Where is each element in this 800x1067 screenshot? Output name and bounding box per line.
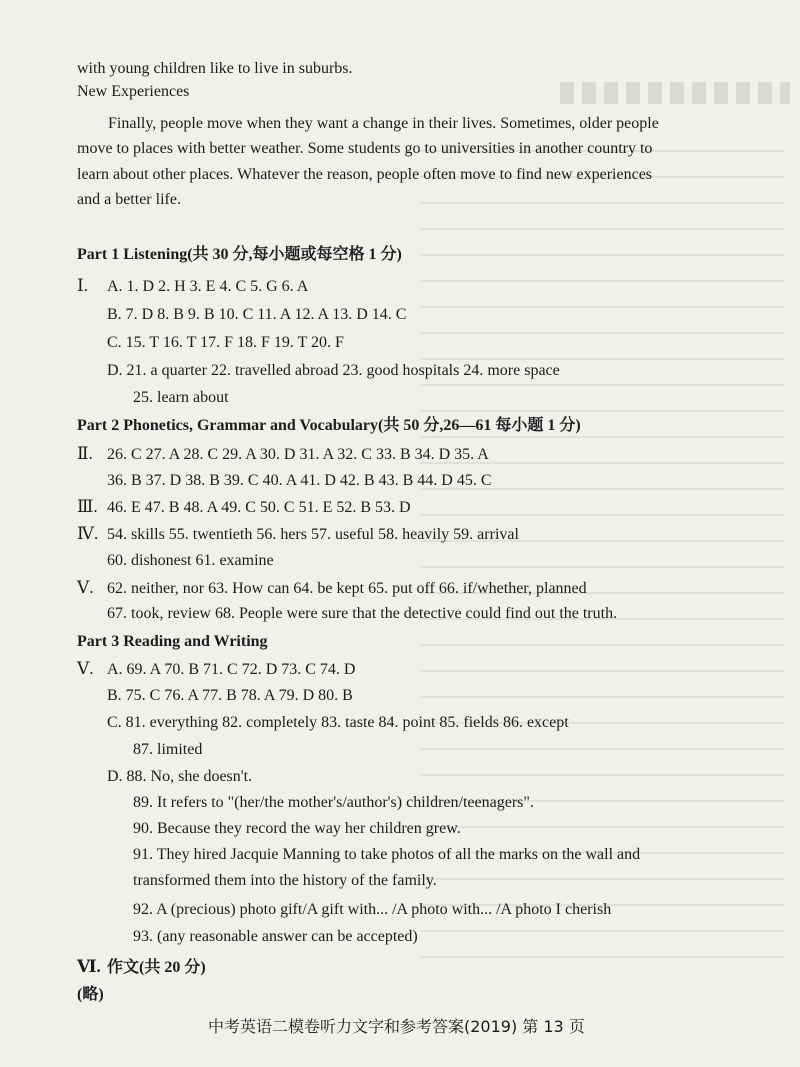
answers-text: A. 69. A 70. B 71. C 72. D 73. C 74. D <box>107 661 356 678</box>
section-I-D-cont: 25. learn about <box>133 389 229 406</box>
section-IV-1 <box>77 524 519 545</box>
roman-numeral: Ⅳ. <box>77 524 99 543</box>
roman-numeral: Ⅵ. <box>77 957 101 976</box>
section-III <box>77 497 411 518</box>
section-V-A <box>77 659 355 680</box>
section-IV-2: 60. dishonest 61. examine <box>107 552 274 569</box>
section-II-1 <box>77 444 489 465</box>
section-V-2: 67. took, review 68. People were sure that the detective could find out the truth. <box>107 605 618 622</box>
question-90: 90. Because they record the way her children grew. <box>133 820 461 837</box>
part1-title: Part 1 Listening(共 30 分,每小题或每空格 1 分) <box>77 246 402 263</box>
question-92: 92. A (precious) photo gift/A gift with... /A photo with... /A photo I cherish <box>133 901 612 918</box>
passage-line-3: move to places with better weather. Some students go to universities in another country to <box>77 140 653 157</box>
part6-note: (略) <box>77 986 104 1003</box>
section-V-D: D. 88. No, she doesn't. <box>107 768 253 785</box>
section-I-B: B. 7. D 8. B 9. B 10. C 11. A 12. A 13. D 14. C <box>107 306 407 323</box>
question-91: 91. They hired Jacquie Manning to take photos of all the marks on the wall and <box>133 846 641 863</box>
passage-line-5: and a better life. <box>77 191 181 208</box>
passage-heading: New Experiences <box>77 83 190 100</box>
section-I-C: C. 15. T 16. T 17. F 18. F 19. T 20. F <box>107 334 344 351</box>
question-93: 93. (any reasonable answer can be accepted) <box>133 928 418 945</box>
part2-title: Part 2 Phonetics, Grammar and Vocabulary(共 50 分,26—61 每小题 1 分) <box>77 417 581 434</box>
roman-numeral: Ⅰ. <box>77 276 88 295</box>
roman-numeral: Ⅴ. <box>77 659 94 678</box>
section-V-1 <box>77 578 587 599</box>
bleed-through-title <box>560 82 790 104</box>
part3-title: Part 3 Reading and Writing <box>77 633 268 650</box>
answers-text: 54. skills 55. twentieth 56. hers 57. useful 58. heavily 59. arrival <box>107 526 519 543</box>
passage-line-4: learn about other places. Whatever the reason, people often move to find new experiences <box>77 166 653 183</box>
section-II-2: 36. B 37. D 38. B 39. C 40. A 41. D 42. B 43. B 44. D 45. C <box>107 472 492 489</box>
passage-line-2: Finally, people move when they want a change in their lives. Sometimes, older people <box>108 115 659 132</box>
answers-text: 62. neither, nor 63. How can 64. be kept 65. put off 66. if/whether, planned <box>107 580 587 597</box>
section-I-D: D. 21. a quarter 22. travelled abroad 23. good hospitals 24. more space <box>107 362 560 379</box>
question-89: 89. It refers to "(her/the mother's/author's) children/teenagers". <box>133 794 534 811</box>
section-V-C: C. 81. everything 82. completely 83. taste 84. point 85. fields 86. except <box>107 714 569 731</box>
section-V-B: B. 75. C 76. A 77. B 78. A 79. D 80. B <box>107 687 353 704</box>
answers-text: 46. E 47. B 48. A 49. C 50. C 51. E 52. B 53. D <box>107 499 411 516</box>
answers-text: A. 1. D 2. H 3. E 4. C 5. G 6. A <box>107 278 309 295</box>
roman-numeral: Ⅴ. <box>77 578 94 597</box>
page-footer: 中考英语二模卷听力文字和参考答案(2019) 第 13 页 <box>208 1017 585 1036</box>
section-I-A <box>77 276 308 297</box>
passage-line-1: with young children like to live in suburbs. <box>77 60 353 77</box>
answers-text: 26. C 27. A 28. C 29. A 30. D 31. A 32. C 33. B 34. D 35. A <box>107 446 489 463</box>
section-V-C-cont: 87. limited <box>133 741 203 758</box>
question-91-cont: transformed them into the history of the family. <box>133 872 437 889</box>
part6-title <box>77 957 206 978</box>
roman-numeral: Ⅲ. <box>77 497 98 516</box>
roman-numeral: Ⅱ. <box>77 444 93 463</box>
section-title-text: 作文(共 20 分) <box>107 959 206 976</box>
